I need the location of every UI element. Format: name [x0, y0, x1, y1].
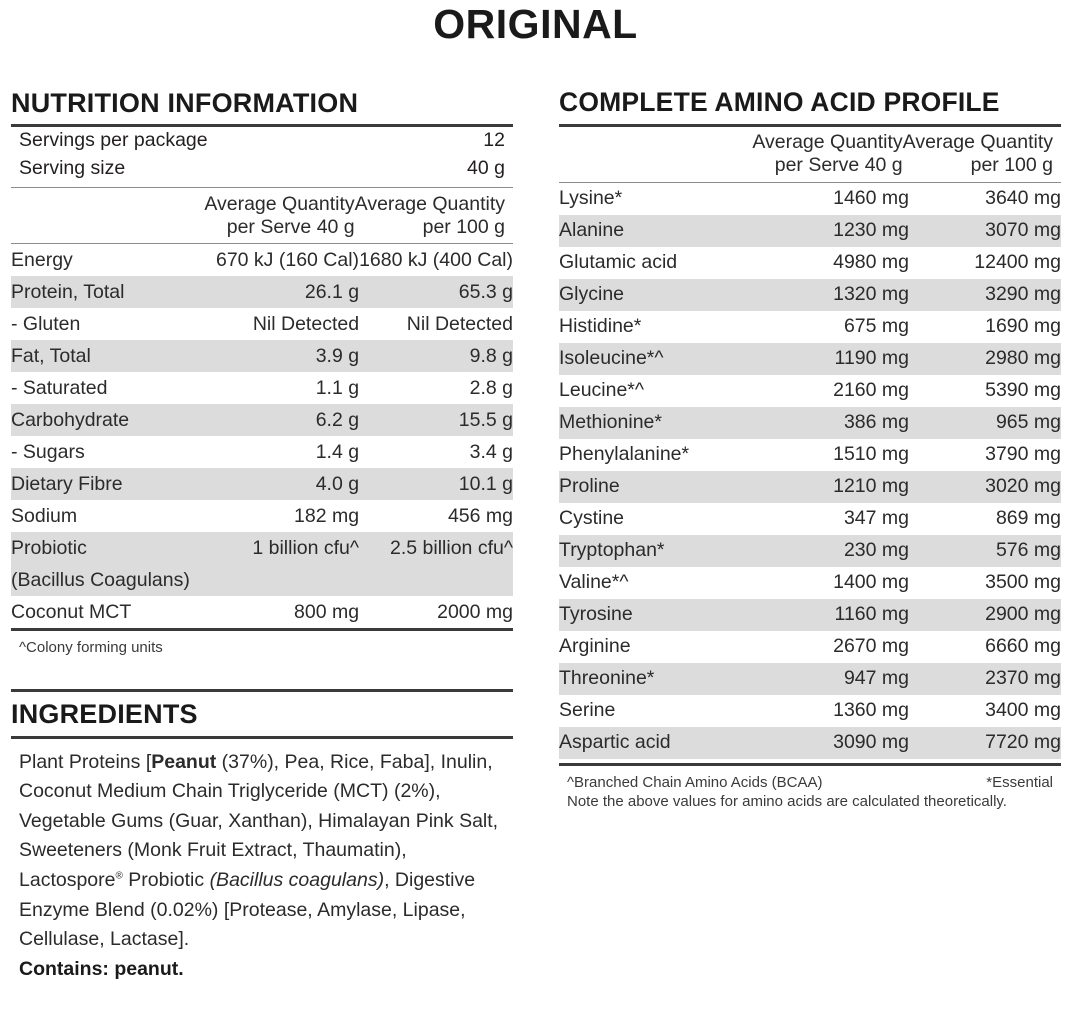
row-value-per-serve: 1160 mg [749, 599, 909, 631]
nutrition-panel [11, 89, 513, 984]
row-label: Fat, Total [11, 340, 204, 372]
amino-header-per-serve [743, 127, 903, 182]
nutrition-header-spacer [11, 188, 195, 243]
panels-container [0, 89, 1071, 984]
amino-header-per-100-line2: per 100 g [970, 154, 1053, 177]
row-value-per-100: 6660 mg [985, 635, 1061, 658]
row-label: Tryptophan* [559, 535, 749, 567]
table-row [11, 372, 513, 404]
row-label: Lysine* [559, 187, 623, 210]
table-row [559, 247, 1061, 279]
row-value-per-serve: 1320 mg [749, 279, 909, 311]
row-value-per-100: Nil Detected [406, 312, 513, 335]
row-label: (Bacillus Coagulans) [11, 564, 204, 596]
row-value-per-100: 1680 kJ (400 Cal) [359, 248, 513, 271]
row-value-per-serve: 1510 mg [833, 443, 909, 466]
row-label: Energy [11, 248, 73, 271]
table-row [11, 340, 513, 372]
nutrition-header-per-serve-line1: Average Quantity [204, 192, 355, 215]
amino-header-per-serve-line2: per Serve 40 g [774, 154, 903, 177]
table-row [559, 439, 1061, 471]
row-value-per-100: 869 mg [995, 507, 1061, 530]
ingredients-prefix: Plant Proteins [ [19, 750, 152, 773]
row-value-per-100: 2900 mg [909, 599, 1061, 631]
amino-table-body [559, 183, 1061, 759]
ingredients-suffix: , Digestive Enzyme Blend (0.02%) [Protease, Amylase, Lipase, Cellulase, Lactase]. [19, 869, 476, 951]
nutrition-column-header-row [11, 188, 513, 243]
servings-table [11, 127, 513, 182]
row-value-per-100: 3500 mg [985, 571, 1061, 594]
table-row [559, 631, 1061, 663]
amino-heading: COMPLETE AMINO ACID PROFILE [559, 87, 1000, 117]
row-value-per-serve: 347 mg [843, 507, 909, 530]
servings-per-package-row [11, 127, 513, 154]
row-value-per-serve: 1.4 g [315, 440, 360, 463]
table-row [559, 183, 1061, 215]
nutrition-footnote: ^Colony forming units [19, 639, 163, 657]
table-row [559, 535, 1061, 567]
nutrition-header-per-100-line2: per 100 g [422, 215, 505, 238]
row-value-per-100: 9.8 g [359, 340, 513, 372]
row-label: Coconut MCT [11, 600, 132, 623]
servings-per-package-value: 12 [483, 129, 505, 152]
row-value-per-100: 3400 mg [985, 699, 1061, 722]
row-value-per-100: 10.1 g [359, 468, 513, 500]
amino-header-per-100-line1: Average Quantity [902, 131, 1053, 154]
table-row [559, 375, 1061, 407]
row-value-per-100: 576 mg [909, 535, 1061, 567]
row-value-per-100: 3.4 g [469, 440, 513, 463]
amino-header-per-serve-line1: Average Quantity [752, 131, 903, 154]
table-row [559, 663, 1061, 695]
nutrition-heading: NUTRITION INFORMATION [11, 88, 359, 118]
row-label: Arginine [559, 635, 631, 658]
table-row [11, 244, 513, 276]
table-row [559, 279, 1061, 311]
nutrition-header-per-100 [355, 188, 513, 243]
row-value-per-100: 2.5 billion cfu^ [359, 532, 513, 564]
amino-footnote-bcaa: ^Branched Chain Amino Acids (BCAA) [567, 773, 823, 791]
row-value-per-100: 2000 mg [437, 600, 513, 623]
row-label: Carbohydrate [11, 404, 204, 436]
amino-table [559, 183, 1061, 759]
table-row [11, 564, 513, 596]
row-value-per-serve: 3.9 g [204, 340, 359, 372]
page-title: ORIGINAL [433, 1, 638, 47]
row-value-per-serve: 2160 mg [833, 379, 909, 402]
row-label: Valine*^ [559, 571, 629, 594]
nutrition-header-per-serve-line2: per Serve 40 g [226, 215, 355, 238]
row-label: Isoleucine*^ [559, 343, 749, 375]
row-value-per-100: 65.3 g [359, 276, 513, 308]
row-label: Histidine* [559, 315, 642, 338]
row-label: Tyrosine [559, 599, 749, 631]
row-value-per-serve: 182 mg [294, 504, 360, 527]
table-row [559, 727, 1061, 759]
amino-header-spacer [559, 127, 743, 182]
table-row [11, 596, 513, 628]
row-value-per-serve: 800 mg [294, 600, 360, 623]
registered-mark-icon: ® [115, 870, 123, 882]
ingredients-after-reg: Probiotic [122, 869, 210, 892]
row-value-per-100: 2370 mg [909, 663, 1061, 695]
table-row [11, 468, 513, 500]
table-row [559, 215, 1061, 247]
row-value-per-serve: 1360 mg [833, 699, 909, 722]
row-label: Glycine [559, 279, 749, 311]
row-value-per-100: 3070 mg [909, 215, 1061, 247]
row-value-per-100: 15.5 g [359, 404, 513, 436]
row-value-per-serve: 1210 mg [749, 471, 909, 503]
row-value-per-100: 2980 mg [909, 343, 1061, 375]
row-value-per-100: 2.8 g [469, 376, 513, 399]
table-row [559, 471, 1061, 503]
row-value-per-serve: 1 billion cfu^ [204, 532, 359, 564]
row-value-per-serve: 4980 mg [833, 251, 909, 274]
row-value-per-100: 7720 mg [909, 727, 1061, 759]
amino-footnote-essential: *Essential [986, 773, 1053, 791]
row-value-per-serve: 230 mg [749, 535, 909, 567]
row-label: Aspartic acid [559, 727, 749, 759]
row-label: Threonine* [559, 663, 749, 695]
row-value-per-100: 456 mg [447, 504, 513, 527]
amino-panel [559, 89, 1061, 811]
ingredients-mid: (37%), Pea, Rice, Faba], Inulin, Coconut Medium Chain Triglyceride (MCT) (2%), Vegetable Gums (Guar, Xanthan), Himalayan Pink Salt, Sweeteners (Monk Fruit Extract, Thaumatin), Lactospore [19, 750, 499, 892]
row-value-per-serve: 1190 mg [749, 343, 909, 375]
row-value-per-100: 1690 mg [985, 315, 1061, 338]
row-label: Methionine* [559, 407, 749, 439]
table-row [11, 500, 513, 532]
amino-footnote-row [567, 773, 1053, 792]
table-row [11, 532, 513, 564]
row-value-per-100: 3290 mg [909, 279, 1061, 311]
table-row [11, 308, 513, 340]
row-value-per-serve: 1460 mg [833, 187, 909, 210]
row-value-per-serve: 386 mg [749, 407, 909, 439]
row-value-per-serve: 2670 mg [833, 635, 909, 658]
table-row [11, 436, 513, 468]
nutrition-header-per-serve [195, 188, 354, 243]
table-row [559, 343, 1061, 375]
amino-column-header-row [559, 127, 1061, 182]
amino-footnote-note: Note the above values for amino acids are calculated theoretically. [567, 793, 1007, 810]
row-value-per-serve: Nil Detected [252, 312, 360, 335]
row-value-per-100: 5390 mg [985, 379, 1061, 402]
nutrition-table-body [11, 244, 513, 628]
table-row [559, 567, 1061, 599]
table-row [11, 404, 513, 436]
row-label: Leucine*^ [559, 379, 645, 402]
row-label: Phenylalanine* [559, 443, 690, 466]
table-row [11, 276, 513, 308]
row-label: Protein, Total [11, 276, 204, 308]
ingredients-allergen-peanut: Peanut [151, 750, 217, 773]
row-label: Proline [559, 471, 749, 503]
row-value-per-100: 3790 mg [985, 443, 1061, 466]
row-value-per-serve [204, 564, 359, 596]
row-value-per-serve: 4.0 g [204, 468, 359, 500]
row-value-per-100: 3020 mg [909, 471, 1061, 503]
amino-column-header-table [559, 127, 1061, 182]
amino-footnotes [559, 766, 1061, 811]
row-label: Probiotic [11, 532, 204, 564]
table-row [559, 311, 1061, 343]
nutrition-table [11, 244, 513, 628]
row-value-per-serve: 1400 mg [833, 571, 909, 594]
row-value-per-100: 965 mg [909, 407, 1061, 439]
contains-statement: Contains: peanut. [19, 957, 184, 980]
servings-per-package-label: Servings per package [19, 129, 208, 152]
row-value-per-serve: 675 mg [843, 315, 909, 338]
row-value-per-serve: 1.1 g [315, 376, 360, 399]
row-value-per-serve: 3090 mg [749, 727, 909, 759]
row-label: Sodium [11, 504, 78, 527]
row-value-per-100 [359, 564, 513, 596]
row-label: - Saturated [11, 376, 108, 399]
serving-size-value: 40 g [467, 156, 505, 179]
ingredients-panel [11, 689, 513, 984]
row-value-per-100: 3640 mg [985, 187, 1061, 210]
row-label: - Gluten [11, 312, 81, 335]
table-row [559, 695, 1061, 727]
row-value-per-serve: 1230 mg [749, 215, 909, 247]
row-label: Alanine [559, 215, 749, 247]
row-value-per-serve: 26.1 g [204, 276, 359, 308]
ingredients-body [11, 739, 513, 955]
nutrition-column-header-table [11, 188, 513, 243]
row-value-per-serve: 947 mg [749, 663, 909, 695]
ingredients-heading: INGREDIENTS [11, 699, 198, 730]
row-value-per-serve: 670 kJ (160 Cal) [215, 248, 360, 271]
row-value-per-100: 12400 mg [974, 251, 1061, 274]
amino-header-per-100 [903, 127, 1061, 182]
row-label: Cystine [559, 507, 625, 530]
serving-size-label: Serving size [19, 156, 126, 179]
ingredients-binomial-name: (Bacillus coagulans) [209, 869, 385, 892]
row-label: Dietary Fibre [11, 468, 204, 500]
nutrition-header-per-100-line1: Average Quantity [354, 192, 505, 215]
table-row [559, 407, 1061, 439]
row-label: Glutamic acid [559, 251, 678, 274]
row-value-per-serve: 6.2 g [204, 404, 359, 436]
table-row [559, 599, 1061, 631]
row-label: Serine [559, 699, 616, 722]
row-label: - Sugars [11, 440, 85, 463]
serving-size-row [11, 155, 513, 182]
table-row [559, 503, 1061, 535]
